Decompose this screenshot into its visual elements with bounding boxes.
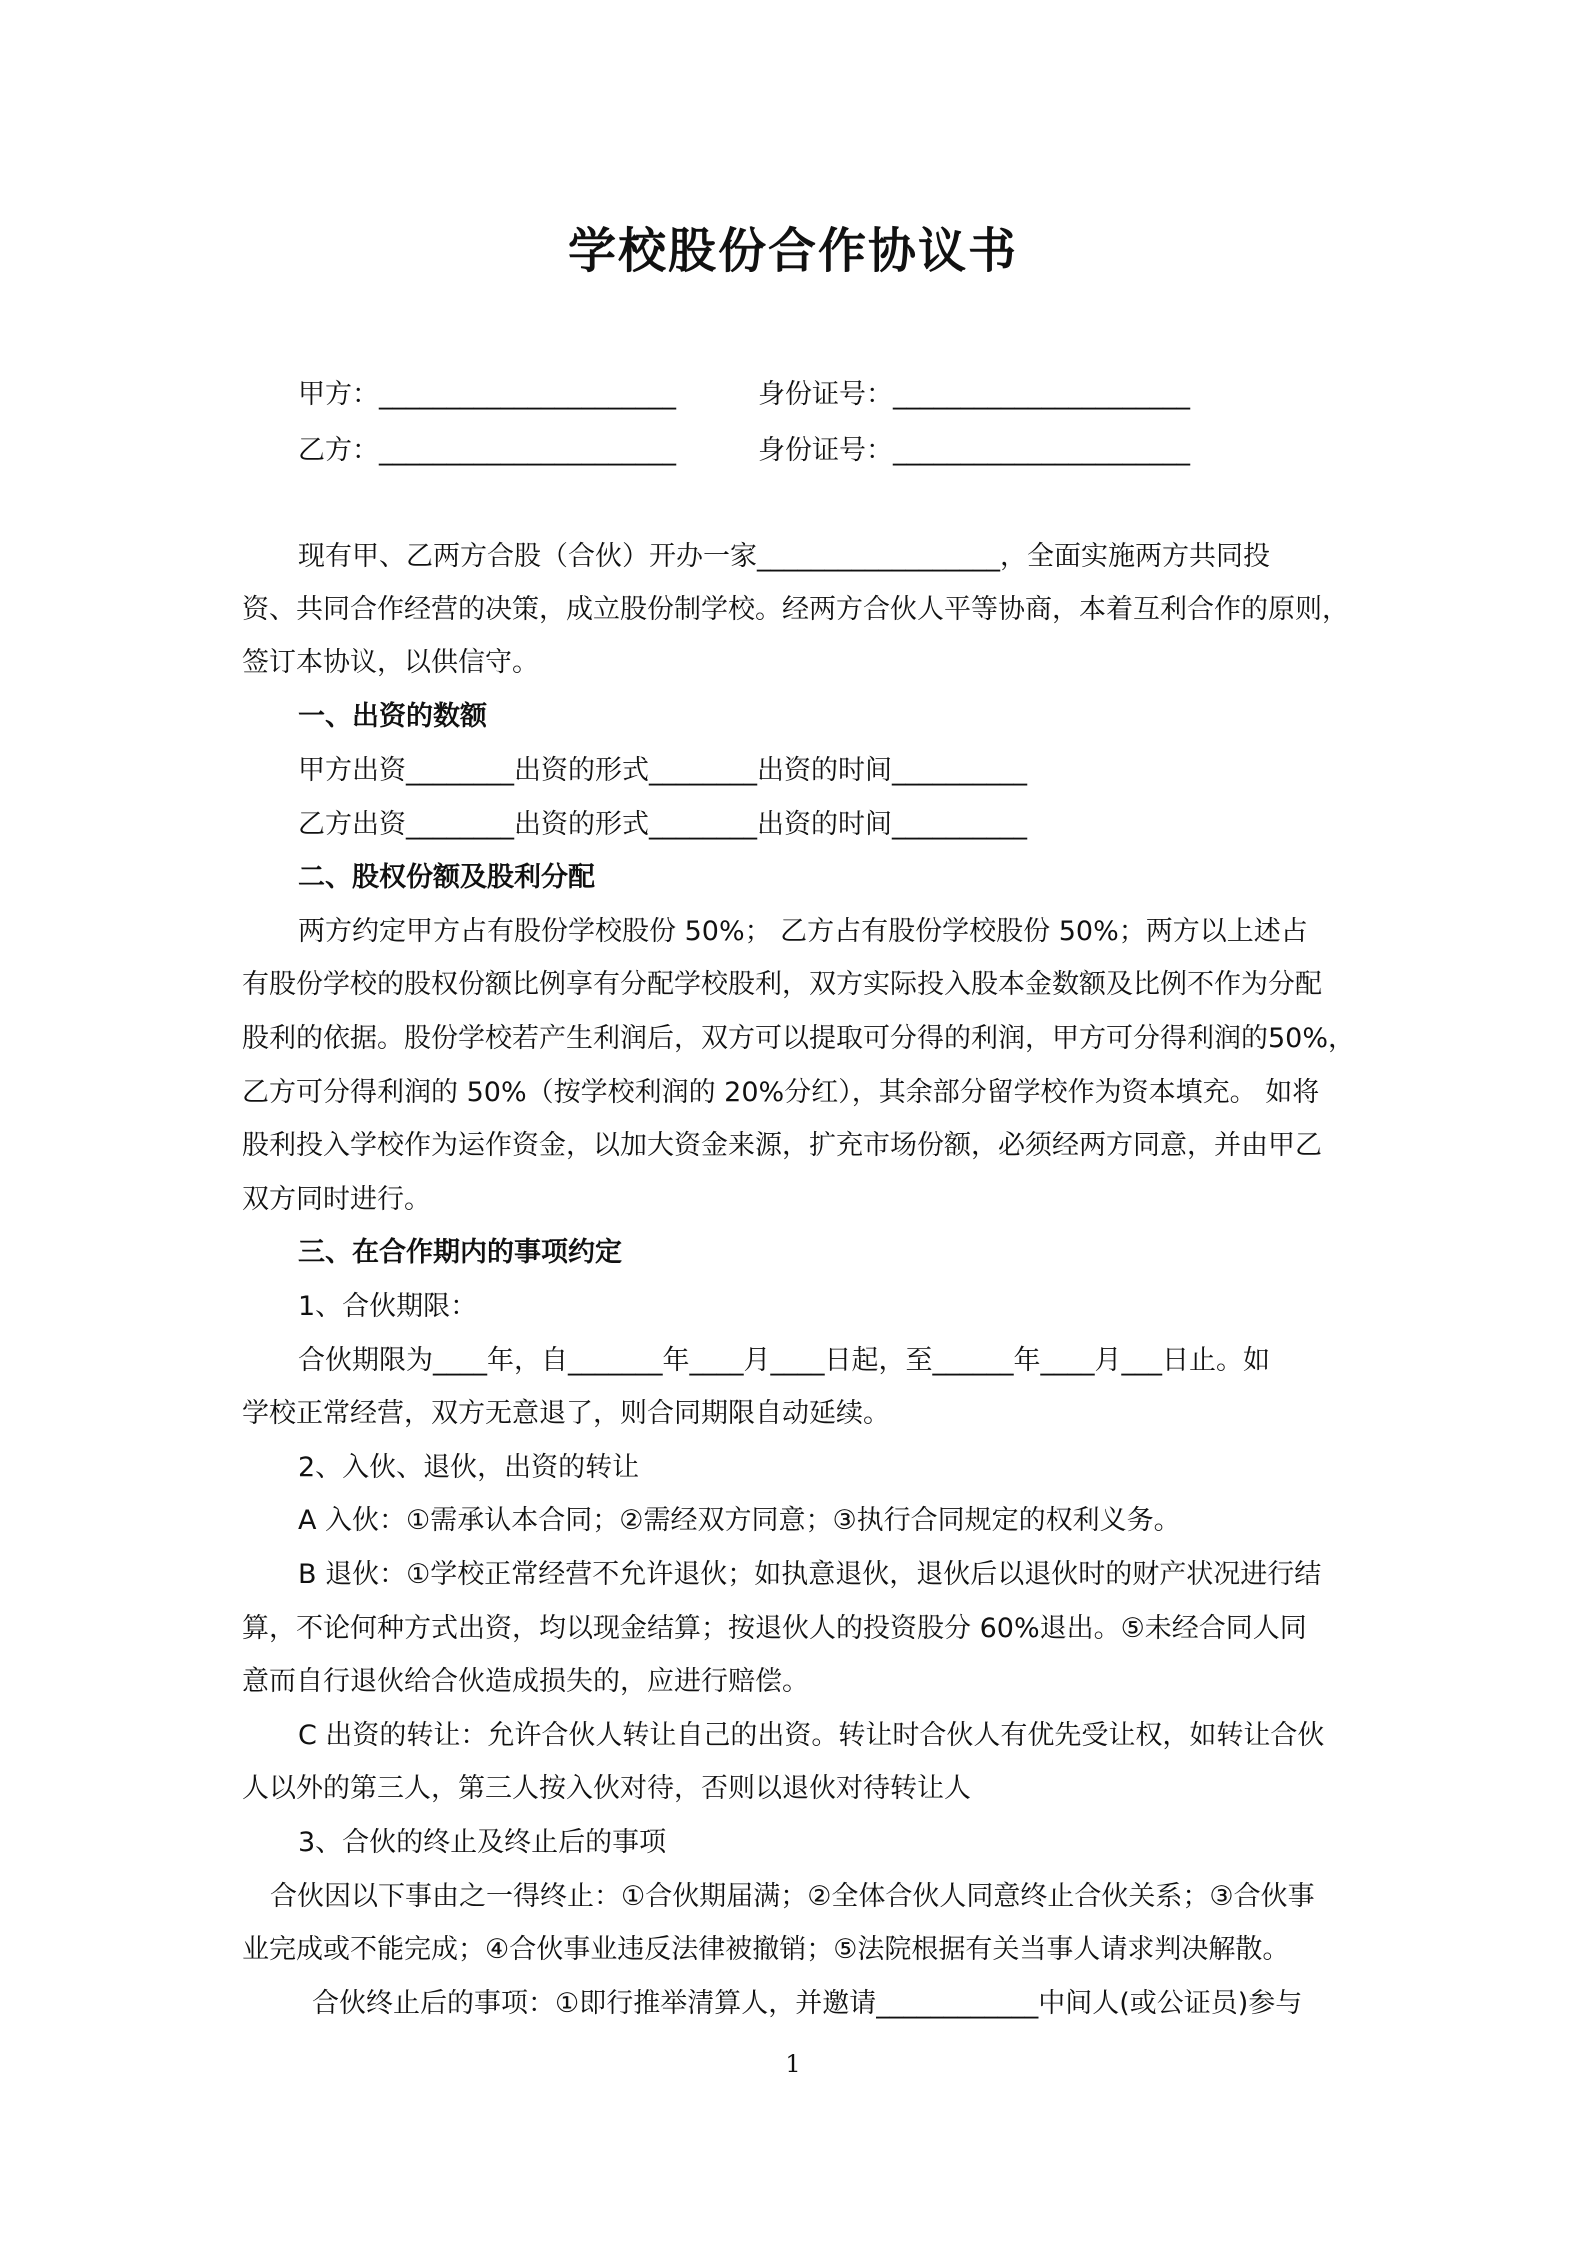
withdraw-line-2: 算，不论何种方式出资，均以现金结算；按退伙人的投资股分 60%退出。⑤未经合同人同 — [242, 1613, 1307, 1644]
subheading-3: 3、合伙的终止及终止后的事项 — [298, 1827, 667, 1858]
join-line: A 入伙：①需承认本合同；②需经双方同意；③执行合同规定的权利义务。 — [298, 1505, 1181, 1536]
party-b-row — [298, 431, 1190, 471]
party-a-row — [298, 375, 1190, 415]
term-line-1: 合伙期限为____年，自_______年____月____日起，至______年____月___日止。如 — [298, 1345, 1270, 1376]
after-termination-line: 合伙终止后的事项：①即行推举清算人，并邀请____________中间人(或公证员)参与 — [312, 1988, 1303, 2019]
transfer-line-2: 人以外的第三人，第三人按入伙对待，否则以退伙对待转让人 — [242, 1773, 971, 1804]
document-title: 学校股份合作协议书 — [567, 223, 1018, 279]
term-line-2: 学校正常经营，双方无意退了，则合同期限自动延续。 — [242, 1398, 890, 1429]
share-line-5: 股利投入学校作为运作资金，以加大资金来源，扩充市场份额，必须经两方同意，并由甲乙 — [242, 1130, 1322, 1161]
capital-line-a: 甲方出资________出资的形式________出资的时间__________ — [298, 755, 1027, 786]
share-line-3: 股利的依据。股份学校若产生利润后，双方可以提取可分得的利润，甲方可分得利润的50%， — [242, 1023, 1356, 1054]
subheading-1: 1、合伙期限： — [298, 1291, 478, 1322]
termination-line-1: 合伙因以下事由之一得终止：①合伙期届满；②全体合伙人同意终止合伙关系；③合伙事 — [270, 1881, 1315, 1912]
party-b-id-label: 身份证号：______________________ — [758, 435, 1190, 466]
page-number: 1 — [785, 2050, 801, 2078]
section-heading-3: 三、在合作期内的事项约定 — [298, 1237, 622, 1268]
party-a-label: 甲方：______________________ — [298, 379, 676, 410]
termination-line-2: 业完成或不能完成；④合伙事业违反法律被撤销；⑤法院根据有关当事人请求判决解散。 — [242, 1934, 1290, 1965]
party-a-id-label: 身份证号：______________________ — [758, 379, 1190, 410]
party-b-label: 乙方：______________________ — [298, 435, 676, 466]
share-line-6: 双方同时进行。 — [242, 1184, 431, 1215]
share-line-4: 乙方可分得利润的 50%（按学校利润的 20%分红），其余部分留学校作为资本填充。 如将 — [242, 1077, 1320, 1108]
intro-line-1: 现有甲、乙两方合股（合伙）开办一家__________________，全面实施两方共同投 — [298, 541, 1270, 572]
section-heading-2: 二、股权份额及股利分配 — [298, 862, 595, 893]
share-line-1: 两方约定甲方占有股份学校股份 50%； 乙方占有股份学校股份 50%；两方以上述占 — [298, 916, 1308, 947]
capital-line-b: 乙方出资________出资的形式________出资的时间__________ — [298, 809, 1027, 840]
intro-line-2: 资、共同合作经营的决策，成立股份制学校。经两方合伙人平等协商，本着互利合作的原则， — [242, 594, 1349, 625]
withdraw-line-3: 意而自行退伙给合伙造成损失的，应进行赔偿。 — [242, 1666, 809, 1697]
share-line-2: 有股份学校的股权份额比例享有分配学校股利，双方实际投入股本金数额及比例不作为分配 — [242, 969, 1322, 1000]
withdraw-line-1: B 退伙：①学校正常经营不允许退伙；如执意退伙，退伙后以退伙时的财产状况进行结 — [298, 1559, 1322, 1590]
subheading-2: 2、入伙、退伙，出资的转让 — [298, 1452, 640, 1483]
section-heading-1: 一、出资的数额 — [298, 701, 487, 732]
intro-line-3: 签订本协议，以供信守。 — [242, 647, 539, 678]
transfer-line-1: C 出资的转让：允许合伙人转让自己的出资。转让时合伙人有优先受让权，如转让合伙 — [298, 1720, 1325, 1751]
